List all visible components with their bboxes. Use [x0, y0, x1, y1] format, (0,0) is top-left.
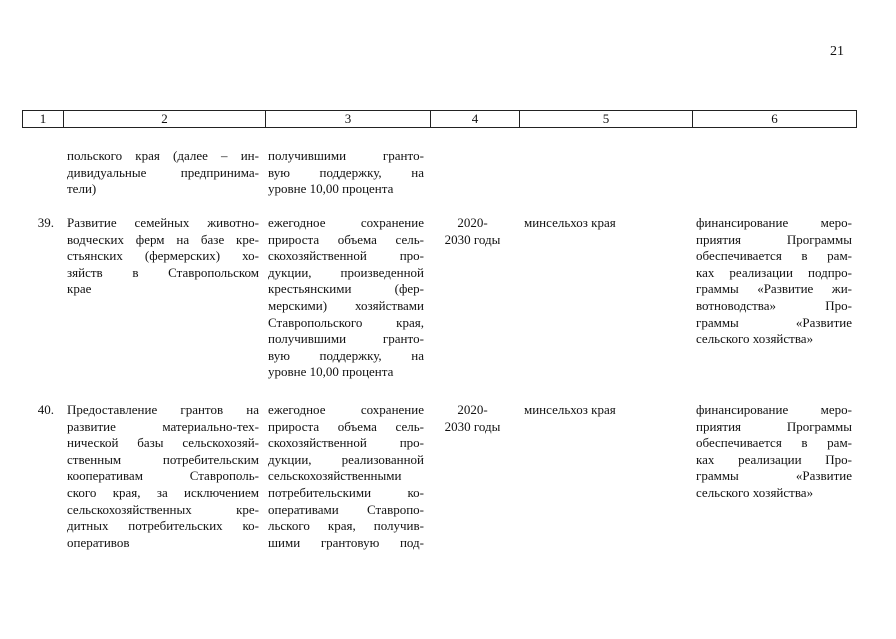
text-line [268, 402, 424, 419]
word: обеспечивается [696, 248, 782, 264]
text-line [268, 435, 424, 452]
text-line [67, 518, 259, 535]
text-line [268, 452, 424, 469]
word: базы [137, 435, 164, 451]
text-line [268, 232, 424, 249]
text-line [696, 402, 852, 419]
word: под- [399, 534, 424, 550]
text-line: 2020- [457, 402, 488, 417]
word: на [411, 164, 424, 180]
text-line [696, 419, 852, 436]
text-line [696, 315, 852, 332]
text-line: оперативов [67, 534, 130, 550]
text-line: сельского хозяйства» [696, 331, 814, 347]
row-39-col2 [67, 215, 259, 298]
text-line [67, 248, 259, 265]
text-line: 2020- [457, 215, 488, 230]
word: произведенной [340, 264, 424, 280]
word: в [801, 248, 808, 264]
word: водческих [67, 231, 124, 247]
word: – [221, 148, 228, 163]
word: дивидуальные [67, 164, 147, 180]
word: приятия [696, 231, 742, 247]
column-number-header [22, 110, 857, 128]
row-39-number: 39. [37, 215, 54, 230]
header-col-2: 2 [64, 111, 266, 128]
word: вую [268, 347, 290, 363]
word: прироста [268, 418, 320, 434]
word: граммы [696, 468, 739, 484]
word: реализации [729, 264, 793, 280]
word: животно- [207, 215, 259, 230]
word: грантов [180, 402, 224, 417]
word: (далее [173, 148, 208, 163]
word: ин- [240, 148, 259, 163]
word: приятия [696, 418, 742, 434]
header-col-6: 6 [693, 111, 857, 128]
word: скохозяйственной [268, 435, 367, 451]
word: Про- [825, 297, 852, 313]
word: ко- [407, 484, 424, 500]
page-number: 21 [830, 44, 844, 59]
word: кооперативам [67, 468, 143, 484]
text-line [268, 298, 424, 315]
word: семейных [134, 215, 190, 230]
word: сель- [395, 231, 424, 247]
word: скохозяйственной [268, 248, 367, 264]
word: «Развитие [795, 314, 852, 330]
word: Про- [825, 451, 852, 467]
word: финансирование [696, 215, 789, 230]
text-line: крае [67, 281, 92, 297]
word: на [246, 402, 259, 417]
word: прироста [268, 231, 320, 247]
word: хозяйствами [355, 297, 424, 313]
text-line [696, 468, 852, 485]
word: вотноводства» [696, 297, 776, 313]
word: нической [67, 435, 119, 451]
text-line: уровне 10,00 процента [268, 364, 394, 380]
word: подпро- [808, 264, 852, 280]
word: потребительским [162, 451, 259, 467]
text-line: тели) [67, 181, 97, 197]
word: получившими [268, 148, 347, 163]
word: края, [396, 314, 424, 330]
row-39-col4 [430, 215, 515, 248]
text-line [268, 535, 424, 552]
text-line: уровне 10,00 процента [268, 181, 394, 197]
word: Ставропольского [268, 314, 363, 330]
text-line [67, 468, 259, 485]
word: объема [337, 418, 377, 434]
word: дукции, [268, 264, 312, 280]
text-line [268, 265, 424, 282]
word: на [176, 231, 190, 247]
word: рам- [827, 435, 852, 451]
word: потребительскими [268, 484, 372, 500]
row-39-col6 [696, 215, 852, 348]
word: кре- [236, 231, 259, 247]
word: грантовую [320, 534, 380, 550]
row-40-number: 40. [37, 402, 54, 417]
header-col-4: 4 [431, 111, 520, 128]
word: сельскохозяйственных [67, 501, 192, 517]
text-line [696, 435, 852, 452]
word: Развитие [67, 215, 117, 230]
text-line: сельского хозяйства» [696, 484, 814, 500]
word: края, [112, 484, 141, 500]
row-40-col4 [430, 402, 515, 435]
word: реализации [738, 451, 802, 467]
text-line [696, 281, 852, 298]
text-line [268, 518, 424, 535]
row-40-col6 [696, 402, 852, 502]
text-line [268, 281, 424, 298]
word: мерскими) [268, 297, 328, 313]
text-line [268, 148, 424, 165]
text-line [67, 419, 259, 436]
text-line [67, 502, 259, 519]
word: сохранение [360, 215, 424, 230]
word: польского [67, 148, 123, 163]
text-line [67, 232, 259, 249]
header-row [23, 111, 857, 128]
word: Предоставление [67, 402, 158, 417]
word: Программы [786, 418, 852, 434]
word: граммы [696, 281, 739, 297]
header-col-1: 1 [23, 111, 64, 128]
word: края, [327, 518, 356, 534]
text-line: 2030 годы [444, 231, 501, 247]
word: сель- [395, 418, 424, 434]
word: получившими [268, 331, 347, 347]
text-line [268, 165, 424, 182]
word: рам- [827, 248, 852, 264]
row-40-col3 [268, 402, 424, 551]
word: меро- [820, 402, 852, 417]
word: крестьянскими [268, 281, 352, 297]
row-40-col2 [67, 402, 259, 551]
text-line [67, 452, 259, 469]
text-line [268, 248, 424, 265]
text-line [67, 165, 259, 182]
word: развитие [67, 418, 116, 434]
word: базе [200, 231, 225, 247]
word: сельскохозяй- [182, 435, 259, 451]
word: дитных [67, 518, 109, 534]
word: поддержку, [319, 164, 382, 180]
text-line [67, 435, 259, 452]
text-line [268, 502, 424, 519]
text-line [67, 265, 259, 282]
word: ского [67, 484, 97, 500]
text-line [696, 452, 852, 469]
text-line [67, 485, 259, 502]
word: хо- [242, 248, 259, 264]
text-line: сельскохозяйственными [268, 468, 402, 484]
word: льского [268, 518, 310, 534]
word: края [135, 148, 160, 163]
word: стьянских [67, 248, 123, 264]
word: за [156, 484, 168, 500]
header-col-3: 3 [266, 111, 431, 128]
header-col-5: 5 [520, 111, 693, 128]
text-line [696, 298, 852, 315]
text-line [67, 215, 259, 232]
word: грантo- [382, 331, 424, 347]
text-line: 2030 годы [444, 418, 501, 434]
text-line [67, 402, 259, 419]
word: ках [696, 264, 715, 280]
word: оперативами [268, 501, 339, 517]
word: обеспечивается [696, 435, 782, 451]
word: ферм [135, 231, 165, 247]
continuation-col3 [268, 148, 424, 198]
row-40-col5: минсельхоз края [524, 402, 616, 417]
word: на [411, 347, 424, 363]
word: Ставропольском [168, 264, 259, 280]
word: граммы [696, 314, 739, 330]
text-line [268, 485, 424, 502]
text-line [696, 265, 852, 282]
word: вую [268, 164, 290, 180]
word: объема [337, 231, 377, 247]
word: зяйств [67, 264, 103, 280]
word: реализованной [341, 451, 424, 467]
word: Программы [786, 231, 852, 247]
word: грантo- [382, 148, 424, 163]
word: в [132, 264, 139, 280]
word: потребительских [128, 518, 223, 534]
text-line [268, 315, 424, 332]
word: предпринима- [180, 164, 259, 180]
text-line [696, 248, 852, 265]
word: исключением [184, 484, 259, 500]
word: ко- [242, 518, 259, 534]
text-line [268, 419, 424, 436]
word: про- [399, 248, 424, 264]
word: кре- [236, 501, 259, 517]
word: ках [696, 451, 715, 467]
word: поддержку, [319, 347, 382, 363]
word: шими [268, 534, 301, 550]
word: ежегодное [268, 402, 326, 417]
word: ственным [67, 451, 122, 467]
word: финансирование [696, 402, 789, 417]
word: Ставропо- [366, 501, 424, 517]
word: «Развитие [795, 468, 852, 484]
word: про- [399, 435, 424, 451]
word: (фер- [394, 281, 424, 297]
text-line [268, 215, 424, 232]
word: сохранение [360, 402, 424, 417]
word: получив- [373, 518, 424, 534]
row-39-col3 [268, 215, 424, 381]
continuation-col2 [67, 148, 259, 198]
word: ежегодное [268, 215, 326, 230]
row-39-col5: минсельхоз края [524, 215, 616, 230]
text-line [696, 232, 852, 249]
text-line [67, 148, 259, 165]
word: жи- [831, 281, 852, 297]
word: «Развитие [757, 281, 814, 297]
text-line [696, 215, 852, 232]
word: (фермерских) [144, 248, 221, 264]
text-line [268, 348, 424, 365]
text-line [268, 331, 424, 348]
word: меро- [820, 215, 852, 230]
word: дукции, [268, 451, 312, 467]
word: в [801, 435, 808, 451]
word: Ставрополь- [189, 468, 259, 484]
word: материально-тех- [162, 418, 259, 434]
